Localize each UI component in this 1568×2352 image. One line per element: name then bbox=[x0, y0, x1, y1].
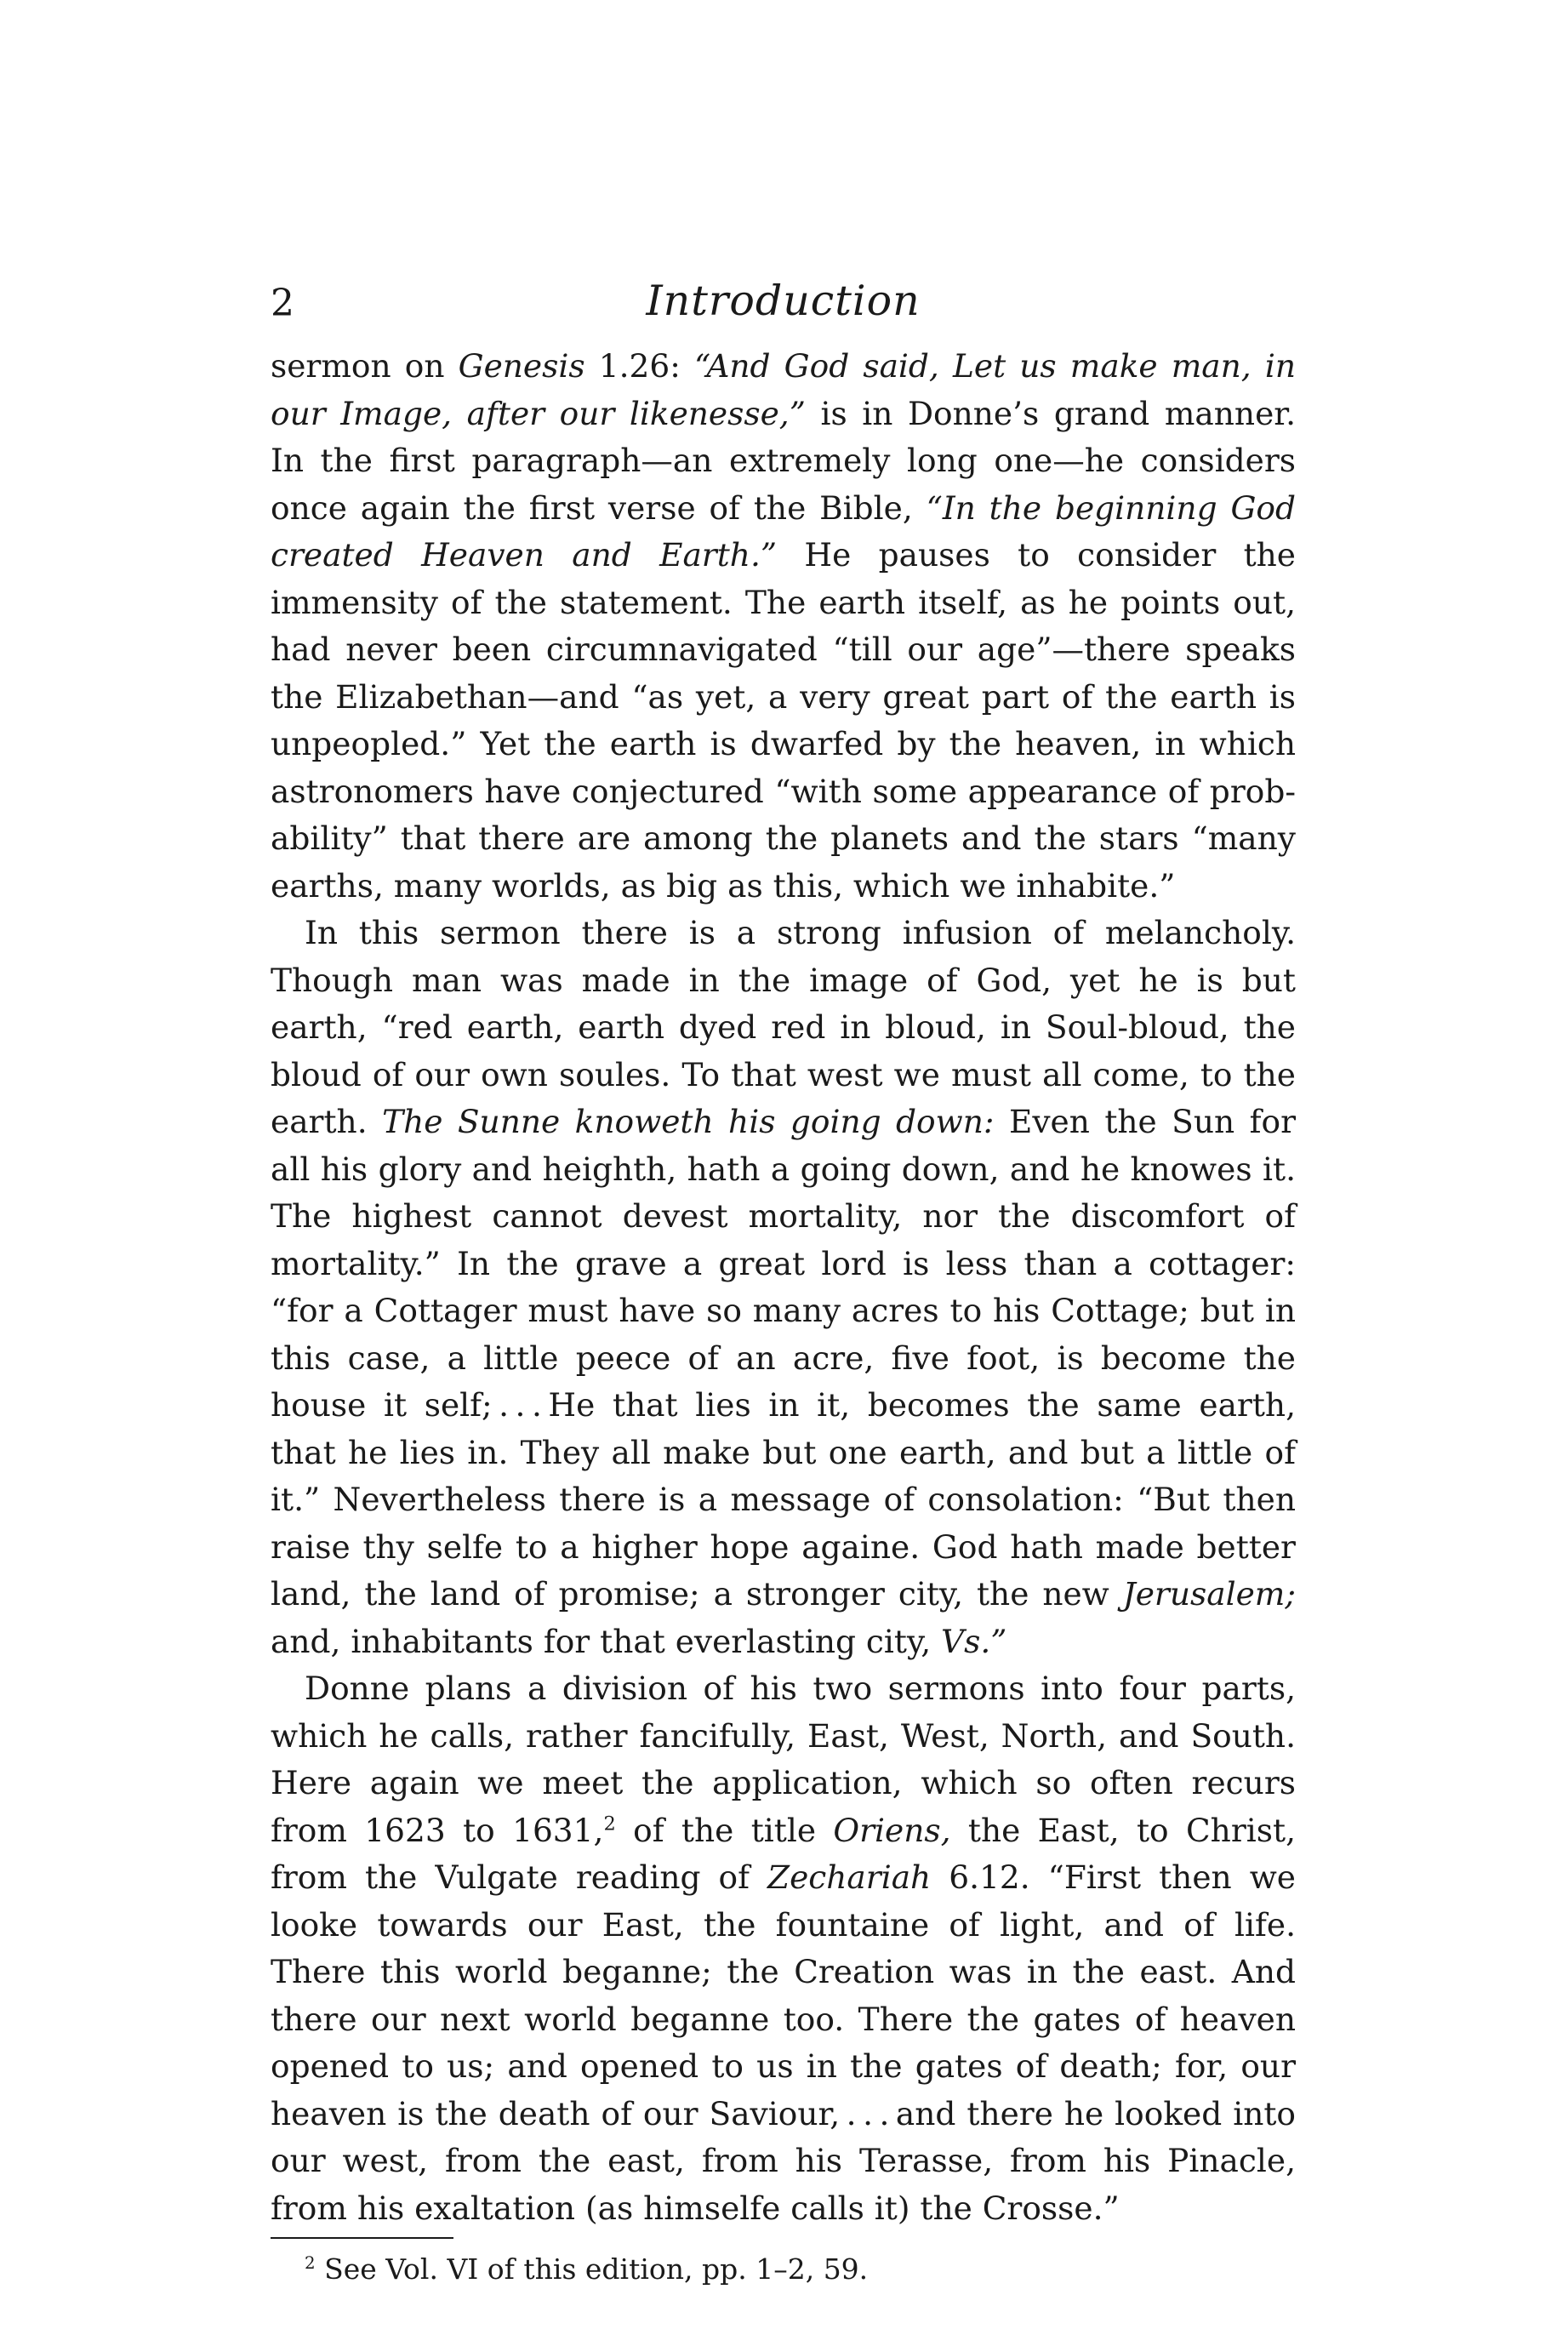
paragraph bbox=[271, 910, 1296, 1665]
page-number: 2 bbox=[271, 282, 294, 325]
text-run: He pauses to consider the immensity of the statement. The earth itself, as he points out, had never been circumnavigated “till our age”—there speaks the Elizabethan—and “as yet, a very great part of the earth is unpeopled.” Yet the earth is dwarfed by the heaven, in which astronomers have conjectured “with some appearance of probability” that there are among the planets and the stars “many earths, many worlds, as big as this, which we inhabite.” bbox=[271, 536, 1296, 905]
text-run: 1.26: bbox=[584, 347, 694, 385]
italic-run: Zechariah bbox=[767, 1858, 932, 1896]
text-run: is in Donne’s grand manner. In the first paragraph—an extremely long one—he considers once again the first verse of the Bible, bbox=[271, 394, 1297, 527]
italic-run: Oriens, bbox=[833, 1811, 951, 1849]
text-run: sermon on bbox=[271, 347, 459, 385]
italic-run: The Sunne knoweth his going down: bbox=[382, 1103, 995, 1140]
text-run: 6.12. “First then we looke towards our East, the fountaine of light, and of life. There this world beganne; the Creation was in the east. And there our next world beganne too. There the gates of heaven opened to us; and opened to us in the gates of death; for, our heaven is the death of our Saviour, . . . and there he looked into our west, from the east, from his Terasse, from his Pinacle, from his exaltation (as himselfe calls it) the Crosse.” bbox=[271, 1858, 1296, 2227]
paragraph bbox=[271, 343, 1296, 910]
footnote-ref: 2 bbox=[603, 1813, 616, 1835]
footnote-rule bbox=[271, 2237, 453, 2239]
italic-run: Jerusalem; bbox=[1122, 1575, 1296, 1613]
body-text bbox=[271, 343, 1296, 2232]
paragraph bbox=[271, 1665, 1296, 2232]
running-title: Introduction bbox=[646, 277, 921, 325]
text-run: of the title bbox=[615, 1811, 834, 1849]
footnote-text: See Vol. VI of this edition, pp. 1–2, 59. bbox=[315, 2252, 869, 2286]
book-page bbox=[271, 277, 1296, 2288]
italic-run: Vs.” bbox=[941, 1622, 1007, 1660]
italic-run: Genesis bbox=[458, 347, 585, 385]
text-run: the East, to Christ, from the Vulgate reading of bbox=[271, 1811, 1296, 1896]
italic-run: “And God said, Let us make man, in our Image, after our likenesse,” bbox=[271, 347, 1296, 432]
italic-run: “In the beginning God created Heaven and Earth.” bbox=[271, 488, 1296, 574]
footnote bbox=[271, 2251, 1296, 2288]
text-run: and, inhabitants for that everlasting city, bbox=[271, 1622, 942, 1660]
text-run: Donne plans a division of his two sermons into four parts, which he calls, rather fancifully, East, West, North, and South. Here again we meet the application, which so often recurs from 1623 to 1631, bbox=[271, 1670, 1296, 1849]
running-head bbox=[271, 277, 1296, 336]
footnote-marker: 2 bbox=[305, 2253, 316, 2273]
text-run: Even the Sun for all his glory and heighth, hath a going down, and he knowes it. The highest cannot devest mortality, nor the discomfort of mortality.” In the grave a great lord is less than a cottager: “for a Cottager must have so many acres to his Cottage; but in this case, a little peece of an acre, five foot, is become the house it self; . . . He that lies in it, becomes the same earth, that he lies in. They all make but one earth, and but a little of it.” Nevertheless there is a message of consolation: “But then raise thy selfe to a higher hope againe. God hath made better land, the land of promise; a stronger city, the new bbox=[271, 1103, 1296, 1613]
text-run: In this sermon there is a strong infusion of melancholy. Though man was made in the image of God, yet he is but earth, “red earth, earth dyed red in bloud, in Soul-bloud, the bloud of our own soules. To that west we must all come, to the earth. bbox=[271, 914, 1296, 1140]
